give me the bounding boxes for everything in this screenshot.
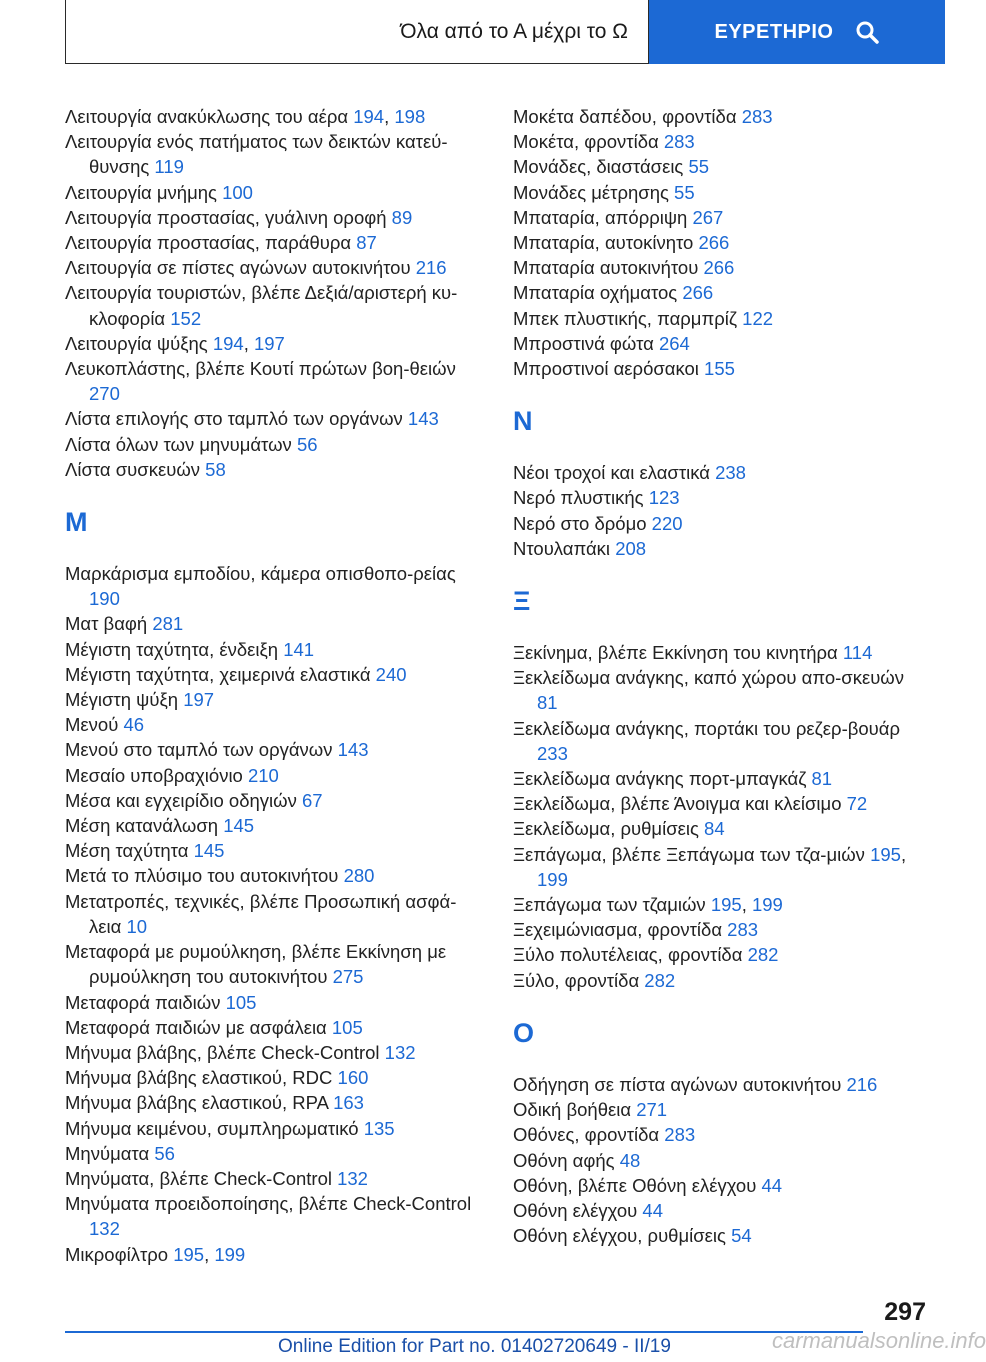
section-letter: M	[65, 507, 88, 538]
index-entry-term: Μπαταρία οχήματος	[513, 282, 678, 304]
index-entry	[65, 838, 475, 863]
page-reference-link[interactable]: 56	[296, 433, 318, 455]
index-entry	[65, 406, 475, 431]
page-reference-link[interactable]: 132	[337, 1167, 368, 1189]
index-entry	[513, 205, 913, 230]
section-letter: Ξ	[513, 586, 531, 617]
index-entry-term: Λειτουργία προστασίας, γυάλινη οροφή	[65, 206, 387, 228]
index-entry-term: Μέγιστη ψύξη	[65, 689, 179, 711]
page-reference-link[interactable]: 266	[698, 232, 730, 254]
index-entry-term: Μήνυμα κειμένου, συμπληρωματικό	[65, 1117, 359, 1139]
index-entry-term: Νερό πλυστικής	[513, 487, 644, 509]
index-entry-term: Μεσαίο υποβραχιόνιο	[65, 764, 243, 786]
page-reference-link[interactable]: 84	[704, 818, 725, 840]
tab-all-label: Όλα από το Α μέχρι το Ω	[400, 19, 628, 43]
index-entry	[513, 255, 913, 280]
index-entry	[513, 1097, 913, 1122]
index-entry	[65, 561, 475, 611]
index-entry-term: Ντουλαπάκι	[513, 537, 611, 559]
section-letter: O	[513, 1017, 535, 1048]
index-entry	[65, 1090, 475, 1115]
index-entry-term: Μετά το πλύσιμο του αυτοκινήτου	[65, 865, 339, 887]
page-reference-link[interactable]: 199	[214, 1243, 246, 1265]
index-entry: Ξεπάγωμα των τζαμιών 195, 199	[513, 894, 783, 916]
index-entry-term: Λίστα συσκευών	[65, 458, 201, 480]
index-entry-term: Ξύλο, φροντίδα	[513, 969, 640, 991]
page-reference-link[interactable]: 216	[415, 257, 447, 279]
page-reference-link[interactable]: 266	[682, 282, 714, 304]
index-entry	[513, 306, 913, 331]
index-entry-term: Ξεκλείδωμα ανάγκης, καπό χώρου απο-σκευών	[513, 667, 905, 689]
index-entry	[65, 1040, 475, 1065]
page-reference-link[interactable]: 163	[333, 1092, 364, 1114]
page-reference-link[interactable]: 114	[842, 642, 873, 664]
index-entry-term: Μέγιστη ταχύτητα, ένδειξη	[65, 638, 279, 660]
index-entry-term: Νέοι τροχοί και ελαστικά	[513, 462, 710, 484]
index-entry	[513, 1198, 913, 1223]
page-reference-link[interactable]: 195	[870, 843, 901, 865]
page-reference-link[interactable]: 194	[212, 332, 244, 354]
index-entry	[65, 662, 475, 687]
page-reference-link[interactable]: 81	[811, 768, 833, 790]
search-icon[interactable]	[855, 20, 879, 44]
index-entry-term: Οθόνη, βλέπε Οθόνη ελέγχου	[513, 1174, 757, 1196]
index-entry-term: Λειτουργία ενός πατήματος των δεικτών κατεύ-θυνσης	[65, 131, 448, 178]
page-reference-link[interactable]: 100	[222, 181, 253, 203]
index-entry	[513, 1122, 913, 1147]
index-entry	[65, 1191, 475, 1241]
index-entry-term: Ξύλο πολυτέλειας, φροντίδα	[513, 944, 743, 966]
index-entry	[513, 1148, 913, 1173]
page-reference-link[interactable]: 44	[642, 1199, 663, 1221]
index-entry-term: Μεταφορά παιδιών	[65, 991, 221, 1013]
index-entry-term: Λευκοπλάστης, βλέπε Κουτί πρώτων βοη-θειών	[65, 358, 456, 380]
page-reference-link[interactable]: 55	[688, 156, 710, 178]
page-reference-link[interactable]: 197	[183, 689, 215, 711]
index-entry-term: Μήνυμα βλάβης, βλέπε Check-Control	[65, 1041, 380, 1063]
index-entry: Λειτουργία ανακύκλωσης του αέρα 194, 198	[65, 106, 426, 127]
index-entry-term: Ξεκλείδωμα, ρυθμίσεις	[513, 818, 699, 840]
index-entry	[513, 460, 913, 485]
index-entry-term: Νερό στο δρόμο	[513, 512, 647, 534]
index-entry	[65, 1141, 475, 1166]
page-reference-link[interactable]: 105	[225, 991, 257, 1013]
page-reference-link[interactable]: 135	[363, 1117, 395, 1139]
index-entry-term: Μπεκ πλυστικής, παρμπρίζ	[513, 307, 738, 329]
index-entry-term: Λειτουργία τουριστών, βλέπε Δεξιά/αριστερή κυ-κλοφορία	[65, 282, 458, 329]
index-entry	[513, 665, 913, 715]
index-entry-term: Μηνύματα, βλέπε Check-Control	[65, 1167, 332, 1189]
page-reference-link[interactable]: 46	[123, 714, 145, 736]
index-entry-term: Λειτουργία σε πίστες αγώνων αυτοκινήτου	[65, 257, 411, 279]
watermark: carmanualsonline.info	[772, 1328, 986, 1353]
page-reference-link[interactable]: 199	[751, 894, 783, 916]
top-navigation	[65, 0, 945, 64]
page-reference-link[interactable]: 145	[193, 840, 225, 862]
index-entry	[513, 331, 913, 356]
index-column-right	[513, 104, 913, 1248]
index-entry	[65, 1015, 475, 1040]
page-reference-link[interactable]: 240	[375, 663, 407, 685]
page-reference-link[interactable]: 141	[283, 638, 315, 660]
page-number: 297	[884, 1298, 926, 1326]
page-reference-link[interactable]: 270	[89, 383, 120, 405]
index-entry	[513, 791, 913, 816]
page-reference-link[interactable]: 44	[761, 1174, 783, 1196]
page-reference-link[interactable]: 122	[742, 307, 774, 329]
index-entry-term: Μονάδες, διαστάσεις	[513, 156, 684, 178]
index-entry-term: Μενού στο ταμπλό των οργάνων	[65, 739, 333, 761]
index-entry	[513, 356, 913, 381]
index-entry	[513, 230, 913, 255]
page-reference-link[interactable]: 87	[356, 232, 377, 254]
page-reference-link[interactable]: 123	[648, 487, 680, 509]
footer-edition-text: Online Edition for Part no. 01402720649 - II/19	[278, 1336, 671, 1357]
page-reference-link[interactable]: 55	[674, 181, 695, 203]
index-entry	[65, 280, 475, 330]
index-entry	[513, 917, 913, 942]
index-entry-term: Μοκέτα, φροντίδα	[513, 131, 659, 153]
page-reference-link[interactable]: 267	[692, 206, 724, 228]
index-entry-term: Μεταφορά με ρυμούλκηση, βλέπε Εκκίνηση με ρυμούλκηση του αυτοκινήτου	[65, 941, 447, 988]
page-reference-link[interactable]: 195	[710, 894, 742, 916]
index-entry	[513, 1173, 913, 1198]
index-entry	[65, 863, 475, 888]
index-entry: Μικροφίλτρο 195, 199	[65, 1243, 246, 1265]
page-reference-link[interactable]: 145	[223, 815, 255, 837]
page-reference-link[interactable]: 152	[170, 307, 202, 329]
index-entry-term: Ξεκλείδωμα ανάγκης, πορτάκι του ρεζερ-βουάρ	[513, 717, 901, 739]
index-entry	[65, 939, 475, 989]
index-entry-term: Μέγιστη ταχύτητα, χειμερινά ελαστικά	[65, 663, 371, 685]
index-entry-term: Μοκέτα δαπέδου, φροντίδα	[513, 106, 737, 127]
index-entry-term: Μπαταρία, αυτοκίνητο	[513, 232, 694, 254]
page-reference-link[interactable]: 10	[126, 915, 148, 937]
page-reference-link[interactable]: 143	[407, 408, 439, 430]
page-reference-link[interactable]: 67	[302, 789, 323, 811]
index-entry-term: Μετατροπές, τεχνικές, βλέπε Προσωπική ασφά-λεια	[65, 890, 457, 937]
page-reference-link[interactable]: 280	[343, 865, 375, 887]
index-entry-term: Οδήγηση σε πίστα αγώνων αυτοκινήτου	[513, 1073, 842, 1095]
index-entry-term: Λειτουργία μνήμης	[65, 181, 217, 203]
page-reference-link[interactable]: 58	[205, 458, 226, 480]
page-reference-link[interactable]: 119	[154, 156, 184, 178]
page-reference-link[interactable]: 282	[747, 944, 779, 966]
index-entry	[65, 356, 475, 406]
index-entry-term: Λειτουργία ανακύκλωσης του αέρα	[65, 106, 349, 127]
index-entry-term: Μέση κατανάλωση	[65, 815, 219, 837]
page-reference-link[interactable]: 199	[537, 868, 568, 890]
page-reference-link[interactable]: 132	[384, 1041, 416, 1063]
page-reference-link[interactable]: 281	[152, 613, 184, 635]
page-reference-link[interactable]: 264	[658, 332, 690, 354]
tab-index[interactable]	[649, 0, 945, 64]
page-reference-link[interactable]: 194	[353, 106, 385, 127]
index-entry-term: Μέσα και εγχειρίδιο οδηγιών	[65, 789, 297, 811]
index-entry-term: Οθόνη ελέγχου	[513, 1199, 638, 1221]
page-reference-link[interactable]: 271	[636, 1099, 668, 1121]
page-reference-link[interactable]: 132	[89, 1218, 120, 1240]
index-entry	[513, 536, 913, 561]
index-entry-term: Μηνύματα προειδοποίησης, βλέπε Check-Control	[65, 1193, 472, 1215]
page-reference-link[interactable]: 89	[391, 206, 413, 228]
index-entry	[65, 129, 475, 179]
index-entry-term: Μήνυμα βλάβης ελαστικού, RDC	[65, 1067, 333, 1089]
tab-all-a-to-z[interactable]	[65, 0, 649, 64]
index-entry-term: Ξεπάγωμα των τζαμιών	[513, 894, 706, 916]
index-entry-term: Μαρκάρισμα εμποδίου, κάμερα οπισθοπο-ρείας	[65, 563, 456, 585]
index-entry-term: Οθόνες, φροντίδα	[513, 1124, 660, 1146]
page-reference-link[interactable]: 72	[846, 793, 868, 815]
index-entry	[65, 432, 475, 457]
page-reference-link[interactable]: 197	[253, 332, 285, 354]
index-entry	[513, 816, 913, 841]
index-entry-term: Λίστα επιλογής στο ταμπλό των οργάνων	[65, 408, 403, 430]
index-entry-term: Οθόνη αφής	[513, 1149, 615, 1171]
index-entry	[65, 457, 475, 482]
index-entry	[65, 763, 475, 788]
index-entry-term: Μπροστινοί αερόσακοι	[513, 358, 699, 380]
index-entry-term: Λίστα όλων των μηνυμάτων	[65, 433, 292, 455]
index-entry	[65, 687, 475, 712]
index-entry	[513, 180, 913, 205]
index-entry	[513, 104, 913, 129]
index-entry	[65, 255, 475, 280]
page-reference-link[interactable]: 283	[664, 1124, 696, 1146]
index-column-left	[65, 104, 475, 1267]
index-entry-term: Ξεχειμώνιασμα, φροντίδα	[513, 919, 723, 941]
index-entry	[513, 129, 913, 154]
index-entry	[513, 942, 913, 967]
section-letter: N	[513, 406, 533, 437]
index-entry-term: Ξεκίνημα, βλέπε Εκκίνηση του κινητήρα	[513, 642, 838, 664]
page-reference-link[interactable]: 266	[703, 257, 735, 279]
page-reference-link[interactable]: 81	[537, 692, 558, 714]
page-reference-link[interactable]: 283	[741, 106, 773, 127]
index-entry-term: Μονάδες μέτρησης	[513, 181, 669, 203]
index-entry	[513, 511, 913, 536]
index-entry-term: Λειτουργία ψύξης	[65, 332, 208, 354]
index-entry-term: Ξεπάγωμα, βλέπε Ξεπάγωμα των τζα-μιών	[513, 843, 865, 865]
index-entry	[513, 716, 913, 766]
page-reference-link[interactable]: 282	[644, 969, 676, 991]
index-entry	[65, 990, 475, 1015]
index-entry	[65, 611, 475, 636]
index-entry	[65, 180, 475, 205]
index-entry	[513, 766, 913, 791]
index-entry-term: Ξεκλείδωμα ανάγκης πορτ-μπαγκάζ	[513, 768, 807, 790]
page-reference-link[interactable]: 210	[247, 764, 279, 786]
tab-index-label: ΕΥΡΕΤΗΡΙΟ	[714, 20, 834, 43]
page-reference-link[interactable]: 195	[173, 1243, 205, 1265]
index-entry	[65, 788, 475, 813]
page-reference-link[interactable]: 190	[89, 588, 120, 610]
page-reference-link[interactable]: 105	[331, 1016, 363, 1038]
index-entry-term: Μπαταρία αυτοκινήτου	[513, 257, 699, 279]
index-entry	[513, 280, 913, 305]
index-entry	[513, 154, 913, 179]
page-reference-link[interactable]: 160	[337, 1067, 369, 1089]
page-reference-link[interactable]: 275	[332, 966, 364, 988]
page-reference-link[interactable]: 220	[651, 512, 683, 534]
page-reference-link[interactable]: 283	[727, 919, 759, 941]
index-entry: Λειτουργία ψύξης 194, 197	[65, 332, 285, 354]
index-entry-term: Οδική βοήθεια	[513, 1099, 632, 1121]
index-entry	[513, 640, 913, 665]
index-entry-term: Μήνυμα βλάβης ελαστικού, RPA	[65, 1092, 328, 1114]
index-entry	[65, 205, 475, 230]
index-entry	[65, 712, 475, 737]
index-entry-term: Ξεκλείδωμα, βλέπε Άνοιγμα και κλείσιμο	[513, 793, 842, 815]
index-entry	[65, 1166, 475, 1191]
index-entry-term: Μενού	[65, 714, 119, 736]
page-reference-link[interactable]: 155	[704, 358, 735, 380]
page-reference-link[interactable]: 48	[619, 1149, 641, 1171]
index-entry	[513, 1223, 913, 1248]
page-reference-link[interactable]: 216	[846, 1073, 878, 1095]
footer-divider	[65, 1331, 863, 1333]
index-entry-term: Μέση ταχύτητα	[65, 840, 189, 862]
index-entry-term: Ματ βαφή	[65, 613, 148, 635]
page-reference-link[interactable]: 56	[154, 1142, 175, 1164]
page-reference-link[interactable]: 54	[731, 1225, 752, 1247]
index-entry	[65, 813, 475, 838]
index-entry	[513, 968, 913, 993]
index-entry	[65, 1116, 475, 1141]
index-entry	[513, 485, 913, 510]
page-reference-link[interactable]: 238	[715, 462, 746, 484]
page-reference-link[interactable]: 208	[615, 537, 647, 559]
index-entry-term: Μπαταρία, απόρριψη	[513, 206, 688, 228]
page-reference-link[interactable]: 233	[537, 742, 568, 764]
index-entry-term: Λειτουργία προστασίας, παράθυρα	[65, 232, 352, 254]
index-entry-term: Μικροφίλτρο	[65, 1243, 169, 1265]
page-reference-link[interactable]: 143	[337, 739, 369, 761]
index-entry	[65, 230, 475, 255]
index-entry	[65, 637, 475, 662]
page-reference-link[interactable]: 283	[663, 131, 695, 153]
page-reference-link[interactable]: 198	[394, 106, 426, 127]
index-entry	[513, 1072, 913, 1097]
index-entry	[65, 1065, 475, 1090]
index-entry-term: Οθόνη ελέγχου, ρυθμίσεις	[513, 1225, 726, 1247]
index-entry-term: Μπροστινά φώτα	[513, 332, 654, 354]
index-entry	[65, 737, 475, 762]
index-entry-term: Μηνύματα	[65, 1142, 150, 1164]
index-entry-term: Μεταφορά παιδιών με ασφάλεια	[65, 1016, 327, 1038]
index-entry: Ξεπάγωμα, βλέπε Ξεπάγωμα των τζα-μιών 195, 199	[513, 843, 907, 890]
index-entry	[65, 889, 475, 939]
